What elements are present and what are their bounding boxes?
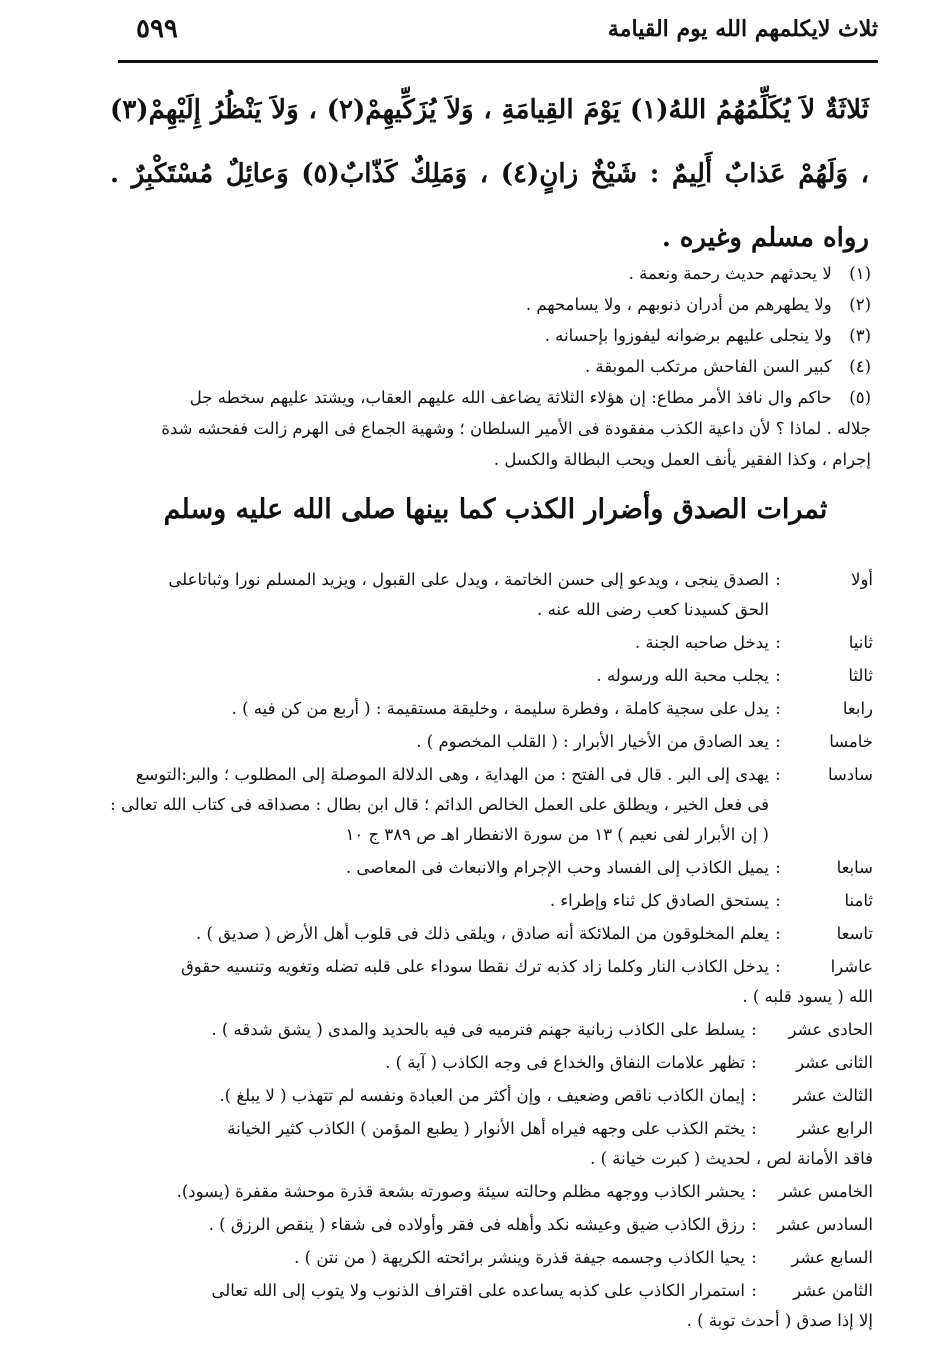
benefit-label: الثانى عشر — [796, 1053, 873, 1072]
benefit-item — [95, 1048, 873, 1078]
benefit-label: خامسا — [829, 732, 873, 751]
benefit-line — [95, 727, 873, 757]
benefit-line — [95, 760, 873, 790]
benefit-item — [95, 1276, 873, 1336]
benefit-item — [95, 1210, 873, 1240]
benefit-label: الرابع عشر — [797, 1119, 873, 1138]
benefit-item — [95, 694, 873, 724]
benefit-continuation-line — [95, 1144, 873, 1174]
benefit-continuation-line — [95, 820, 873, 850]
benefit-line — [95, 952, 873, 982]
label-separator: : — [751, 1248, 757, 1267]
page-number: ٥٩٩ — [136, 14, 178, 44]
benefit-continuation-line — [95, 982, 873, 1012]
footnote-continuation: إجرام ، وكذا الفقير يأنف العمل ويحب البطالة والكسل . — [493, 450, 871, 469]
benefit-text: يدخل الكاذب النار وكلما زاد كذبه ترك نقطا سوداء على قلبه تضله وتغويه وتنسيه حقوق — [180, 957, 769, 976]
footnote-number: (٢) — [849, 295, 871, 314]
benefit-continuation-line — [95, 790, 873, 820]
benefit-text: رزق الكاذب ضيق وعيشه نكد وأهله فى فقر وأولاده فى شقاء ( ينقص الرزق ) . — [208, 1215, 745, 1234]
benefit-text: فاقد الأمانة لص ، لحديث ( كبرت خيانة ) . — [590, 1149, 873, 1168]
benefit-text: يعلم المخلوقون من الملائكة أنه صادق ، ويلقى ذلك فى قلوب أهل الأرض ( صديق ) . — [196, 924, 769, 943]
page-header — [118, 8, 878, 58]
benefit-line — [95, 886, 873, 916]
benefit-text: يحشر الكاذب ووجهه مظلم وحالته سيئة وصورته بشعة قذرة موحشة مقفرة (يسود). — [176, 1182, 745, 1201]
label-separator: : — [751, 1281, 757, 1300]
benefit-label: رابعا — [842, 699, 873, 718]
label-separator: : — [775, 957, 781, 976]
benefit-text: استمرار الكاذب على كذبه يساعده على اقتراف الذنوب ولا يتوب إلى الله تعالى — [211, 1281, 745, 1300]
header-rule — [118, 60, 878, 63]
benefit-text: الحق كسيدنا كعب رضى الله عنه . — [537, 600, 769, 619]
benefit-line — [95, 1114, 873, 1144]
footnote-item — [90, 351, 871, 382]
benefit-item — [95, 952, 873, 1012]
benefit-item — [95, 628, 873, 658]
footnote-text: لا يحدثهم حديث رحمة ونعمة . — [628, 264, 832, 283]
benefit-line — [95, 853, 873, 883]
label-separator: : — [751, 1182, 757, 1201]
label-separator: : — [751, 1053, 757, 1072]
benefit-line — [95, 1177, 873, 1207]
label-separator: : — [775, 666, 781, 685]
benefit-line — [95, 628, 873, 658]
benefit-label: الثامن عشر — [793, 1281, 873, 1300]
benefit-line — [95, 1210, 873, 1240]
footnote-number: (٥) — [849, 388, 871, 407]
benefit-label: الحادى عشر — [788, 1020, 873, 1039]
benefit-text: يميل الكاذب إلى الفساد وحب الإجرام والانبعاث فى المعاصى . — [345, 858, 769, 877]
label-separator: : — [775, 570, 781, 589]
label-separator: : — [775, 732, 781, 751]
footnote-number: (٣) — [849, 326, 871, 345]
footnote-item — [90, 320, 871, 351]
benefit-line — [95, 565, 873, 595]
section-title: ثمرات الصدق وأضرار الكذب كما بينها صلى الله عليه وسلم — [163, 494, 828, 525]
benefit-line — [95, 1048, 873, 1078]
label-separator: : — [775, 699, 781, 718]
benefit-item — [95, 727, 873, 757]
benefit-line — [95, 694, 873, 724]
benefit-text: تظهر علامات النفاق والخداع فى وجه الكاذب ( آية ) . — [385, 1053, 745, 1072]
benefit-text: يهدى إلى البر . قال فى الفتح : من الهداية ، وهى الدلالة الموصلة إلى المطلوب ؛ والبر:التوسع — [135, 765, 769, 784]
benefit-label: تاسعا — [836, 924, 873, 943]
footnote-item — [90, 382, 871, 413]
benefit-label: ثانيا — [848, 633, 873, 652]
label-separator: : — [751, 1020, 757, 1039]
benefit-item — [95, 919, 873, 949]
label-separator: : — [751, 1086, 757, 1105]
footnote-item — [90, 258, 871, 289]
benefit-text: الله ( يسود قلبه ) . — [742, 987, 873, 1006]
label-separator: : — [775, 858, 781, 877]
benefit-item — [95, 886, 873, 916]
hadith-text: ثَلاثَةٌ لاَ يُكَلِّمُهُمُ اللهُ(١) يَوْمَ القِيامَةِ ، وَلاَ يُزَكِّيهِمْ(٢) ، وَلاَ يَنْظُرُ إِلَيْهِمْ(٣) ، وَلَهُمْ عَذابٌ أَلِيمٌ : شَيْخٌ زانٍ(٤) ، وَمَلِكٌ كَذّابٌ(٥) وَعائِلٌ مُسْتَكْبِرٌ . رواه مسلم وغيره . — [110, 95, 869, 253]
benefit-label: ثالثا — [848, 666, 873, 685]
footnote-text: حاكم وال نافذ الأمر مطاع: إن هؤلاء الثلاثة يضاعف الله عليهم العقاب، ويشتد عليهم سخطه جل — [189, 388, 832, 407]
footnote-text: كبير السن الفاحش مرتكب الموبقة . — [584, 357, 832, 376]
label-separator: : — [775, 924, 781, 943]
benefit-continuation-line — [95, 595, 873, 625]
footnotes — [90, 258, 871, 475]
benefit-label: أولا — [851, 570, 873, 589]
benefit-line — [95, 661, 873, 691]
footnote-number: (١) — [849, 264, 871, 283]
benefit-item — [95, 1114, 873, 1174]
footnote-continuation: جلاله . لماذا ؟ لأن داعية الكذب مفقودة فى الأمير السلطان ؛ وشهية الجماع فى الهرم زالت ففحشه شدة — [161, 419, 871, 438]
benefits-list — [95, 565, 873, 1339]
label-separator: : — [751, 1215, 757, 1234]
benefit-text: يدل على سجية كاملة ، وفطرة سليمة ، وخليقة مستقيمة : ( أربع من كن فيه ) . — [231, 699, 769, 718]
benefit-item — [95, 1177, 873, 1207]
benefit-text: يستحق الصادق كل ثناء وإطراء . — [549, 891, 769, 910]
benefit-line — [95, 1276, 873, 1306]
benefit-text: ( إن الأبرار لفى نعيم ) ١٣ من سورة الانفطار اهـ ص ٣٨٩ ج ١٠ — [345, 825, 769, 844]
benefit-text: يحيا الكاذب وجسمه جيفة قذرة وينشر برائحته الكريهة ( من نتن ) . — [294, 1248, 745, 1267]
label-separator: : — [775, 633, 781, 652]
label-separator: : — [775, 765, 781, 784]
benefit-label: ثامنا — [844, 891, 873, 910]
benefit-label: سابعا — [836, 858, 873, 877]
benefit-label: عاشرا — [830, 957, 873, 976]
benefit-continuation-line — [95, 1306, 873, 1336]
benefit-item — [95, 1015, 873, 1045]
benefit-label: الخامس عشر — [778, 1182, 873, 1201]
benefit-label: الثالث عشر — [793, 1086, 873, 1105]
benefit-text: فى فعل الخير ، ويطلق على العمل الخالص الدائم ؛ قال ابن بطال : مصداقه فى كتاب الله تعالى : — [110, 795, 769, 814]
benefit-label: السابع عشر — [791, 1248, 873, 1267]
benefit-line — [95, 1081, 873, 1111]
benefit-text: يختم الكذب على وجهه فيراه أهل الأنوار ( يطبع المؤمن ) الكاذب كثير الخيانة — [227, 1119, 745, 1138]
benefit-item — [95, 1243, 873, 1273]
benefit-text: الصدق ينجى ، ويدعو إلى حسن الخاتمة ، ويدل على القبول ، ويزيد المسلم نورا وثباتاعلى — [168, 570, 769, 589]
benefit-item — [95, 661, 873, 691]
benefit-item — [95, 853, 873, 883]
benefit-text: يعد الصادق من الأخيار الأبرار : ( القلب المخصوم ) . — [416, 732, 769, 751]
benefit-text: يدخل صاحبه الجنة . — [634, 633, 769, 652]
footnote-number: (٤) — [849, 357, 871, 376]
footnote-item — [90, 289, 871, 320]
benefit-line — [95, 1015, 873, 1045]
benefit-label: سادسا — [827, 765, 873, 784]
footnote-text: ولا يطهرهم من أدران ذنوبهم ، ولا يسامحهم . — [525, 295, 832, 314]
benefit-label: السادس عشر — [777, 1215, 873, 1234]
label-separator: : — [751, 1119, 757, 1138]
label-separator: : — [775, 891, 781, 910]
running-title: ثلاث لايكلمهم الله يوم القيامة — [607, 16, 878, 42]
benefit-text: يجلب محبة الله ورسوله . — [596, 666, 769, 685]
benefit-item — [95, 760, 873, 850]
benefit-text: إلا إذا صدق ( أحدث توبة ) . — [686, 1311, 873, 1330]
benefit-item — [95, 1081, 873, 1111]
benefit-text: إيمان الكاذب ناقص وضعيف ، وإن أكثر من العبادة ونفسه لم تتهذب ( لا يبلغ ). — [219, 1086, 745, 1105]
footnote-text: ولا ينجلى عليهم برضوانه ليفوزوا بإحسانه . — [544, 326, 832, 345]
benefit-text: يسلط على الكاذب زبانية جهنم فترميه فى فيه بالحديد والمدى ( يشق شدقه ) . — [211, 1020, 745, 1039]
benefit-item — [95, 565, 873, 625]
benefit-line — [95, 919, 873, 949]
benefit-line — [95, 1243, 873, 1273]
